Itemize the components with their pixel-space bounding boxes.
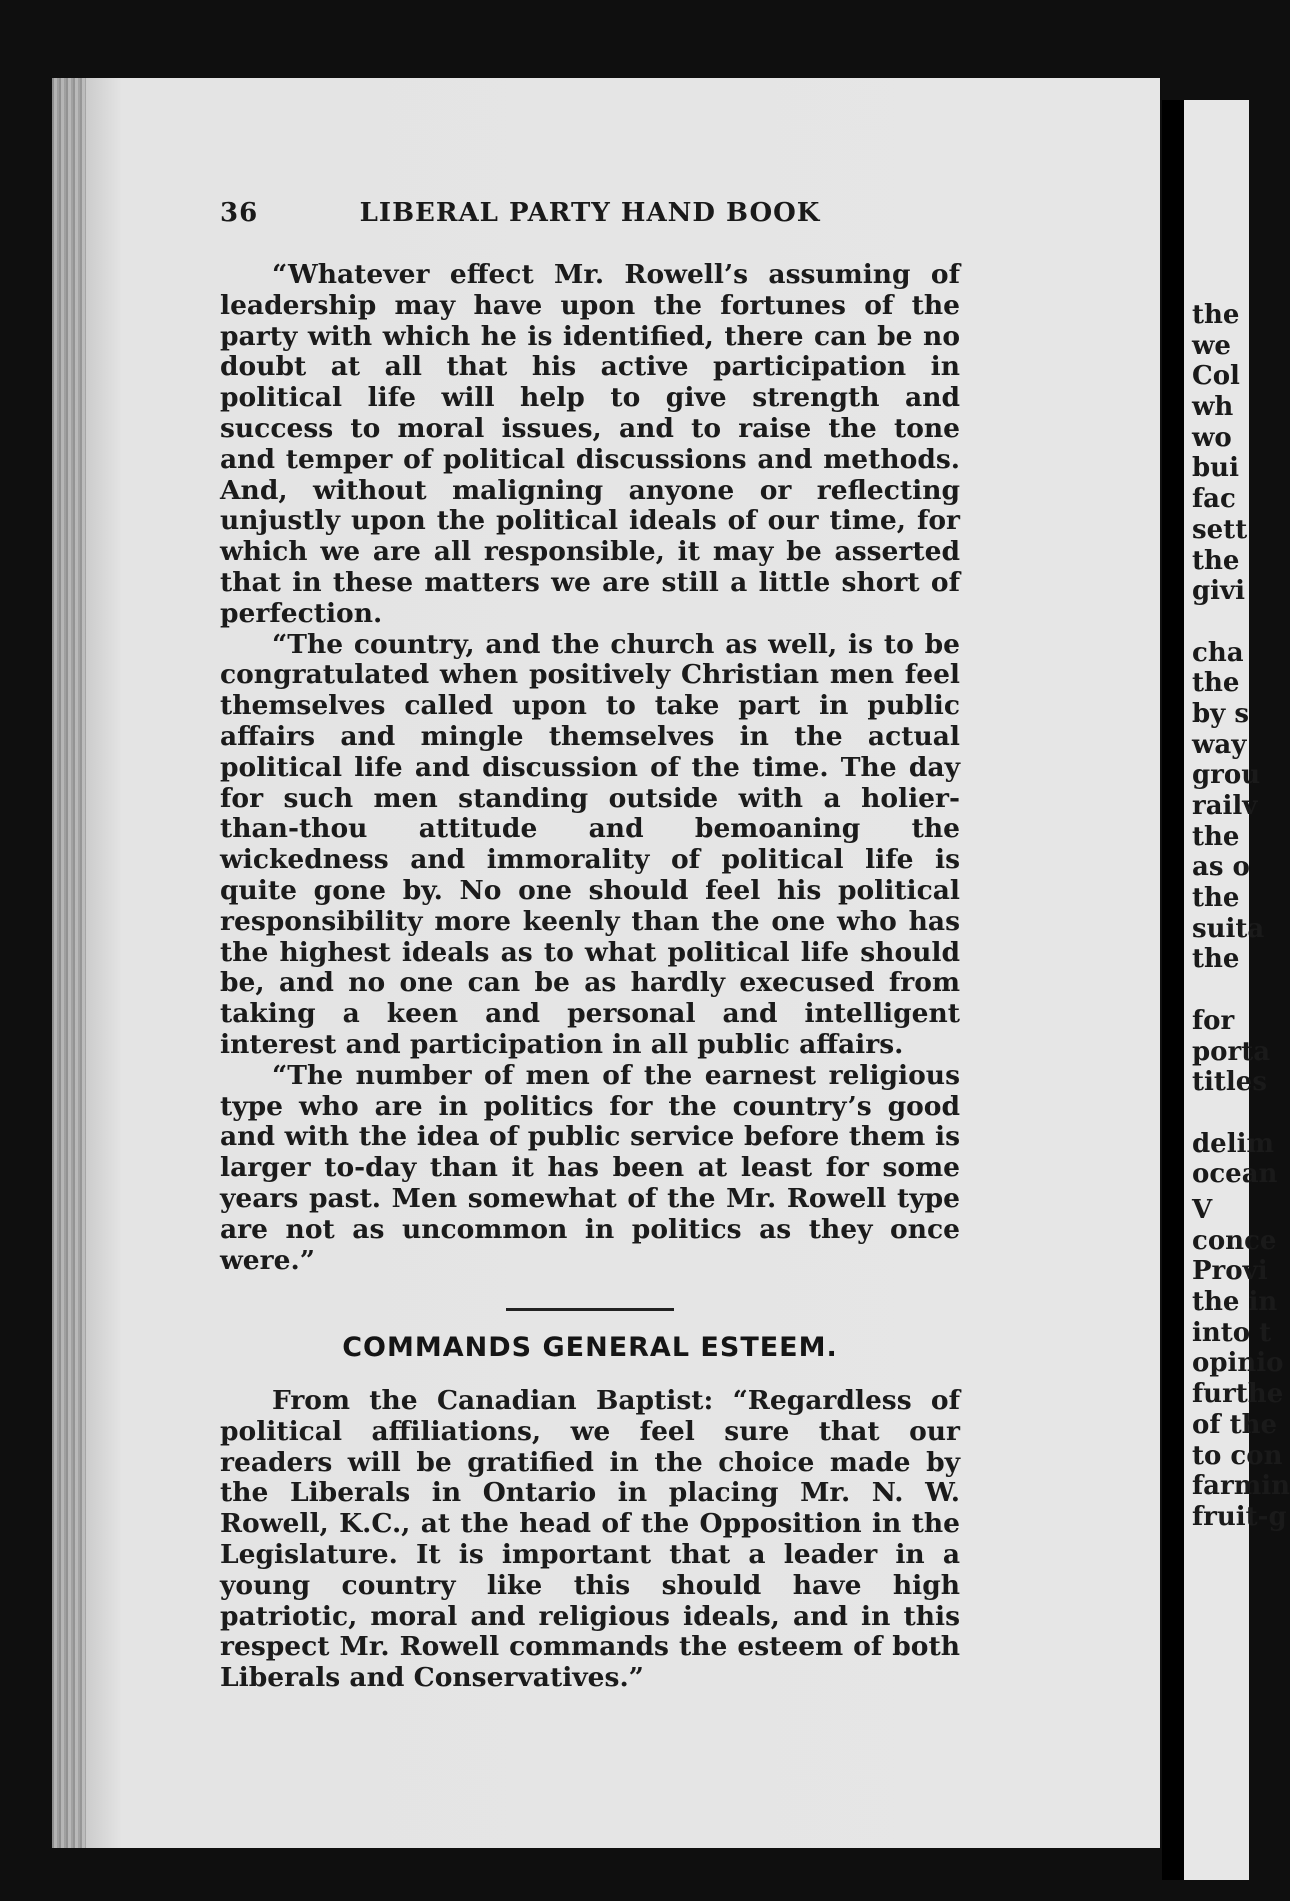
facing-page-fragment-1 (1192, 300, 1277, 1190)
facing-page-line: the (1192, 944, 1240, 975)
facing-page-line: the (1192, 821, 1240, 852)
facing-page-line: Provi (1192, 1256, 1268, 1287)
facing-page-line: opinio (1192, 1348, 1284, 1379)
facing-page-line: the (1192, 545, 1240, 576)
facing-page-line: as o (1192, 852, 1250, 883)
running-title: LIBERAL PARTY HAND BOOK (359, 198, 821, 228)
facing-page-line: into t (1192, 1317, 1272, 1348)
facing-page-line: delim (1192, 1128, 1274, 1159)
facing-page-line: grou (1192, 760, 1261, 791)
facing-page-line: railv (1192, 791, 1258, 821)
facing-page-line: ocean (1192, 1159, 1278, 1190)
page-spine-shadow (52, 78, 86, 1848)
section-divider (506, 1308, 674, 1311)
facing-page-line: wh (1192, 392, 1234, 423)
section-heading: COMMANDS GENERAL ESTEEM. (342, 1332, 838, 1364)
section-paragraph: From the Canadian Baptist: “Regardless of political affiliations, we feel sure that our readers will be gratified in the choice made by the Liberals in Ontario in placing Mr. N. W. Rowell, K.C., at the head of the Opposition in the Legislature. It is important that a leader in a young country like this should have high patriotic, moral and religious ideals, and in this respect Mr. Rowell commands the esteem of both Liberals and Conservatives.” (220, 1385, 960, 1694)
facing-page-line: way (1192, 729, 1247, 760)
facing-page-line: farmin (1192, 1471, 1290, 1502)
facing-page-line: we (1192, 330, 1231, 361)
facing-page-line: suita (1192, 913, 1265, 944)
facing-page (1184, 100, 1290, 1880)
facing-page-line: cha (1192, 637, 1244, 668)
facing-page-line: titles (1192, 1067, 1267, 1098)
page-body (220, 260, 960, 1694)
facing-page-line: conce (1192, 1225, 1277, 1256)
page-number: 36 (220, 198, 259, 228)
facing-page-line: the (1192, 668, 1240, 699)
facing-page-fragment-2 (1192, 1195, 1290, 1533)
facing-page-line: the (1192, 883, 1240, 914)
facing-page-line: of the (1192, 1409, 1278, 1440)
facing-page-line (1192, 975, 1277, 1006)
facing-page-line: for (1192, 1005, 1235, 1036)
book-page (52, 78, 1160, 1848)
facing-page-line: Col (1192, 361, 1240, 392)
facing-page-line: furthe (1192, 1379, 1284, 1410)
facing-page-line: porta (1192, 1036, 1271, 1067)
page-gutter (1162, 100, 1184, 1880)
running-header (220, 198, 960, 238)
facing-page-line: wo (1192, 422, 1232, 453)
facing-page-line: bui (1192, 453, 1239, 484)
facing-page-line (1192, 1098, 1277, 1129)
facing-page-line: fac (1192, 484, 1236, 515)
facing-page-line (1192, 607, 1277, 638)
paragraph: “The number of men of the earnest religious type who are in politics for the country’s good and with the idea of public service before them is larger to-day than it has been at least for some years past. Men somewhat of the Mr. Rowell type are not as uncommon in politics as they once were.” (220, 1059, 960, 1276)
facing-page-line: the (1192, 300, 1240, 330)
paragraph: “Whatever effect Mr. Rowell’s assuming of leadership may have upon the fortunes of the party with which he is identified, there can be no doubt at all that his active participation in political life will help to give strength and success to moral issues, and to raise the tone and temper of political discussions and methods. And, without maligning anyone or reflecting unjustly upon the political ideals of our time, for which we are all responsible, it may be asserted that in these matters we are still a little short of perfection. (220, 259, 960, 629)
facing-page-line: fruit-g (1192, 1501, 1287, 1532)
paragraph: “The country, and the church as well, is to be congratulated when positively Christian men feel themselves called upon to take part in public affairs and mingle themselves in the actual political life and discussion of the time. The day for such men standing outside with a holier-than-thou attitude and bemoaning the wickedness and immorality of political life is quite gone by. No one should feel his political responsibility more keenly than the one who has the highest ideals as to what political life should be, and no one can be as hardly execused from taking a keen and personal and intelligent interest and participation in all public affairs. (220, 628, 960, 1060)
facing-page-line: V (1192, 1195, 1213, 1225)
facing-page-line: the in (1192, 1287, 1278, 1318)
facing-page-line: by s (1192, 698, 1249, 729)
facing-page-line: to con (1192, 1440, 1283, 1471)
facing-page-line: givi (1192, 576, 1246, 607)
facing-page-line: sett (1192, 514, 1248, 545)
